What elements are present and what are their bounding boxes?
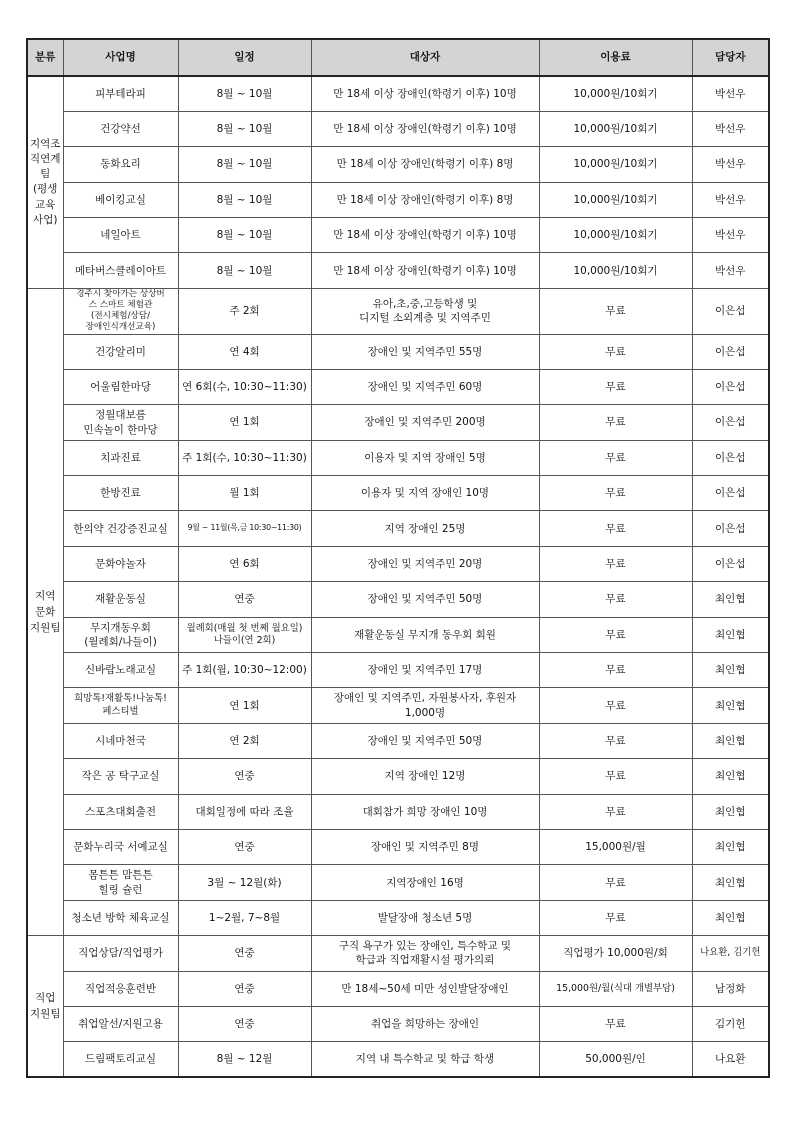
target-cell: 지역장애인 16명 (311, 865, 539, 900)
fee-cell: 무료 (539, 759, 692, 794)
target-cell: 만 18세 이상 장애인(학령기 이후) 10명 (311, 253, 539, 288)
target-cell: 지역 내 특수학교 및 학급 학생 (311, 1042, 539, 1077)
manager-cell: 박선우 (692, 147, 769, 182)
schedule-cell: 연 1회 (178, 405, 311, 440)
schedule-cell: 연중 (178, 1006, 311, 1041)
program-cell: 문화누리국 서예교실 (63, 830, 178, 865)
schedule-text: 월례회(매월 첫 번째 월요일) 나들이(연 2회) (186, 622, 303, 646)
target-cell: 장애인 및 지역주민 55명 (311, 334, 539, 369)
program-cell: 베이킹교실 (63, 182, 178, 217)
target-cell: 취업을 희망하는 장애인 (311, 1006, 539, 1041)
header-target: 대상자 (311, 39, 539, 76)
table-header-row (27, 39, 769, 76)
schedule-cell: 9월 ~ 11월(목,금 10:30~11:30) (178, 511, 311, 546)
target-text: 유아,초,중,고등학생 및 디지털 소외계층 및 지역주민 (359, 298, 491, 325)
table-row (27, 617, 769, 652)
schedule-cell: 연중 (178, 759, 311, 794)
target-cell: 이용자 및 지역 장애인 5명 (311, 440, 539, 475)
team-cell (27, 936, 63, 1078)
manager-cell: 최인협 (692, 759, 769, 794)
program-cell: 한방진료 (63, 476, 178, 511)
target-cell: 만 18세~50세 미만 성인발달장애인 (311, 971, 539, 1006)
header-manager: 담당자 (692, 39, 769, 76)
fee-cell: 무료 (539, 405, 692, 440)
program-cell: 동화요리 (63, 147, 178, 182)
manager-cell: 최인협 (692, 653, 769, 688)
fee-cell: 10,000원/10회기 (539, 253, 692, 288)
schedule-cell: 연 1회 (178, 688, 311, 723)
target-cell: 장애인 및 지역주민 200명 (311, 405, 539, 440)
schedule-cell: 월 1회 (178, 476, 311, 511)
manager-cell: 박선우 (692, 218, 769, 253)
fee-cell: 15,000원/월 (539, 830, 692, 865)
program-cell: 한의약 건강증진교실 (63, 511, 178, 546)
manager-cell: 이은섭 (692, 405, 769, 440)
table-row (27, 218, 769, 253)
fee-cell: 15,000원/월(식대 개별부담) (539, 971, 692, 1006)
program-text: 경주시 찾아가는 상상버 스 스마트 체험관 (전시체험/상담/ 장애인식개선교육) (76, 288, 165, 333)
table-row (27, 182, 769, 217)
team-cell (27, 288, 63, 935)
fee-cell: 무료 (539, 476, 692, 511)
manager-cell: 박선우 (692, 182, 769, 217)
fee-cell: 무료 (539, 865, 692, 900)
manager-cell: 최인협 (692, 723, 769, 758)
target-cell (311, 936, 539, 971)
program-text: 정월대보름 민속놀이 한마당 (83, 409, 158, 436)
schedule-cell: 주 1회(수, 10:30~11:30) (178, 440, 311, 475)
header-category: 분류 (27, 39, 63, 76)
target-cell (311, 688, 539, 723)
schedule-cell: 연 6회 (178, 546, 311, 581)
team-cell (27, 76, 63, 288)
fee-cell: 무료 (539, 723, 692, 758)
table-row (27, 1042, 769, 1077)
fee-cell: 무료 (539, 334, 692, 369)
team-name: 지역조 직연계 팀 (평생 교육 사업) (30, 137, 61, 226)
program-cell: 청소년 방학 체육교실 (63, 900, 178, 935)
manager-cell: 나요환, 김기헌 (692, 936, 769, 971)
target-cell: 이용자 및 지역 장애인 10명 (311, 476, 539, 511)
manager-cell: 이은섭 (692, 476, 769, 511)
program-cell: 건강알리미 (63, 334, 178, 369)
table-row (27, 723, 769, 758)
fee-cell: 무료 (539, 582, 692, 617)
program-cell: 시네마천국 (63, 723, 178, 758)
program-cell: 네일아트 (63, 218, 178, 253)
fee-cell: 무료 (539, 653, 692, 688)
manager-cell: 최인협 (692, 617, 769, 652)
program-cell: 직업상담/직업평가 (63, 936, 178, 971)
team-name: 직업 지원팀 (30, 991, 61, 1021)
manager-cell: 최인협 (692, 582, 769, 617)
table-row (27, 405, 769, 440)
program-cell: 치과진료 (63, 440, 178, 475)
schedule-cell: 연 6회(수, 10:30~11:30) (178, 369, 311, 404)
team-name: 지역 문화 지원팀 (30, 589, 61, 635)
schedule-cell: 1~2월, 7~8월 (178, 900, 311, 935)
program-cell (63, 288, 178, 334)
target-cell: 장애인 및 지역주민 20명 (311, 546, 539, 581)
manager-cell: 남정화 (692, 971, 769, 1006)
program-cell: 신바람노래교실 (63, 653, 178, 688)
schedule-cell: 연중 (178, 971, 311, 1006)
program-cell (63, 617, 178, 652)
fee-cell: 무료 (539, 900, 692, 935)
schedule-cell: 8월 ~ 10월 (178, 76, 311, 111)
schedule-cell: 8월 ~ 10월 (178, 253, 311, 288)
program-table (26, 38, 770, 1078)
target-text: 구직 욕구가 있는 장애인, 특수학교 및 학급과 직업재활시설 평가의뢰 (338, 940, 512, 967)
table-row (27, 936, 769, 971)
target-cell: 만 18세 이상 장애인(학령기 이후) 10명 (311, 218, 539, 253)
program-cell (63, 865, 178, 900)
schedule-cell: 연중 (178, 936, 311, 971)
header-schedule: 일정 (178, 39, 311, 76)
schedule-cell: 연중 (178, 830, 311, 865)
program-cell (63, 688, 178, 723)
schedule-cell: 8월 ~ 10월 (178, 111, 311, 146)
target-cell: 장애인 및 지역주민 50명 (311, 723, 539, 758)
fee-cell: 직업평가 10,000원/회 (539, 936, 692, 971)
manager-cell: 이은섭 (692, 334, 769, 369)
program-cell: 문화야놀자 (63, 546, 178, 581)
table-row (27, 288, 769, 334)
program-text: 희망톡!재활톡!나눔톡! 페스티벌 (74, 693, 167, 717)
fee-cell: 무료 (539, 546, 692, 581)
schedule-cell: 8월 ~ 10월 (178, 147, 311, 182)
program-cell: 메타버스클레이아트 (63, 253, 178, 288)
manager-cell: 이은섭 (692, 546, 769, 581)
fee-cell: 무료 (539, 369, 692, 404)
manager-cell: 박선우 (692, 76, 769, 111)
program-cell: 직업적응훈련반 (63, 971, 178, 1006)
program-text: 무지개동우회 (월례회/나들이) (84, 621, 157, 648)
program-cell: 재활운동실 (63, 582, 178, 617)
program-cell: 작은 공 탁구교실 (63, 759, 178, 794)
fee-cell: 10,000원/10회기 (539, 147, 692, 182)
fee-cell: 무료 (539, 440, 692, 475)
manager-cell: 이은섭 (692, 369, 769, 404)
schedule-cell: 8월 ~ 10월 (178, 218, 311, 253)
table-row (27, 582, 769, 617)
program-cell: 건강약선 (63, 111, 178, 146)
manager-cell: 최인협 (692, 688, 769, 723)
table-row (27, 865, 769, 900)
table-row (27, 253, 769, 288)
program-cell: 피부테라피 (63, 76, 178, 111)
fee-cell: 10,000원/10회기 (539, 182, 692, 217)
table-row (27, 76, 769, 111)
table-row (27, 688, 769, 723)
program-text: 몸튼튼 맘튼튼 힐링 슐런 (88, 869, 153, 896)
manager-cell: 최인협 (692, 794, 769, 829)
schedule-cell: 주 2회 (178, 288, 311, 334)
table-row (27, 653, 769, 688)
table-row (27, 1006, 769, 1041)
table-row (27, 759, 769, 794)
table-row (27, 900, 769, 935)
manager-cell: 나요환 (692, 1042, 769, 1077)
manager-cell: 박선우 (692, 111, 769, 146)
target-cell: 장애인 및 지역주민 17명 (311, 653, 539, 688)
table-row (27, 369, 769, 404)
program-cell: 취업알선/지원고용 (63, 1006, 178, 1041)
table-row (27, 440, 769, 475)
fee-cell: 무료 (539, 511, 692, 546)
header-fee: 이용료 (539, 39, 692, 76)
table-row (27, 111, 769, 146)
target-cell: 대회참가 희망 장애인 10명 (311, 794, 539, 829)
schedule-cell: 연 4회 (178, 334, 311, 369)
target-text: 장애인 및 지역주민, 자원봉사자, 후원자 1,000명 (333, 692, 517, 719)
target-cell: 만 18세 이상 장애인(학령기 이후) 8명 (311, 182, 539, 217)
schedule-cell: 주 1회(월, 10:30~12:00) (178, 653, 311, 688)
table-row (27, 476, 769, 511)
target-cell: 만 18세 이상 장애인(학령기 이후) 8명 (311, 147, 539, 182)
program-cell: 어울림한마당 (63, 369, 178, 404)
fee-cell: 무료 (539, 794, 692, 829)
manager-cell: 이은섭 (692, 288, 769, 334)
fee-cell: 무료 (539, 688, 692, 723)
schedule-cell: 연 2회 (178, 723, 311, 758)
fee-cell: 무료 (539, 288, 692, 334)
table-row (27, 511, 769, 546)
target-cell: 장애인 및 지역주민 60명 (311, 369, 539, 404)
target-cell: 지역 장애인 25명 (311, 511, 539, 546)
schedule-cell: 3월 ~ 12월(화) (178, 865, 311, 900)
program-cell: 스포츠대회출전 (63, 794, 178, 829)
table-row (27, 546, 769, 581)
target-cell: 만 18세 이상 장애인(학령기 이후) 10명 (311, 76, 539, 111)
table-row (27, 971, 769, 1006)
manager-cell: 김기헌 (692, 1006, 769, 1041)
table-row (27, 147, 769, 182)
program-cell (63, 405, 178, 440)
target-cell: 재활운동실 무지개 동우회 회원 (311, 617, 539, 652)
target-cell: 발달장애 청소년 5명 (311, 900, 539, 935)
program-cell: 드림팩토리교실 (63, 1042, 178, 1077)
fee-cell: 무료 (539, 617, 692, 652)
target-cell: 장애인 및 지역주민 50명 (311, 582, 539, 617)
fee-cell: 10,000원/10회기 (539, 76, 692, 111)
target-cell: 장애인 및 지역주민 8명 (311, 830, 539, 865)
schedule-cell: 8월 ~ 12월 (178, 1042, 311, 1077)
manager-cell: 박선우 (692, 253, 769, 288)
manager-cell: 최인협 (692, 900, 769, 935)
manager-cell: 최인협 (692, 830, 769, 865)
manager-cell: 최인협 (692, 865, 769, 900)
fee-cell: 10,000원/10회기 (539, 111, 692, 146)
schedule-cell (178, 617, 311, 652)
manager-cell: 이은섭 (692, 440, 769, 475)
fee-cell: 10,000원/10회기 (539, 218, 692, 253)
table-row (27, 830, 769, 865)
table-row (27, 334, 769, 369)
manager-cell: 이은섭 (692, 511, 769, 546)
schedule-cell: 대회일정에 따라 조율 (178, 794, 311, 829)
fee-cell: 무료 (539, 1006, 692, 1041)
schedule-cell: 8월 ~ 10월 (178, 182, 311, 217)
fee-cell: 50,000원/인 (539, 1042, 692, 1077)
header-program: 사업명 (63, 39, 178, 76)
table-row (27, 794, 769, 829)
target-cell: 지역 장애인 12명 (311, 759, 539, 794)
target-cell (311, 288, 539, 334)
target-cell: 만 18세 이상 장애인(학령기 이후) 10명 (311, 111, 539, 146)
schedule-cell: 연중 (178, 582, 311, 617)
